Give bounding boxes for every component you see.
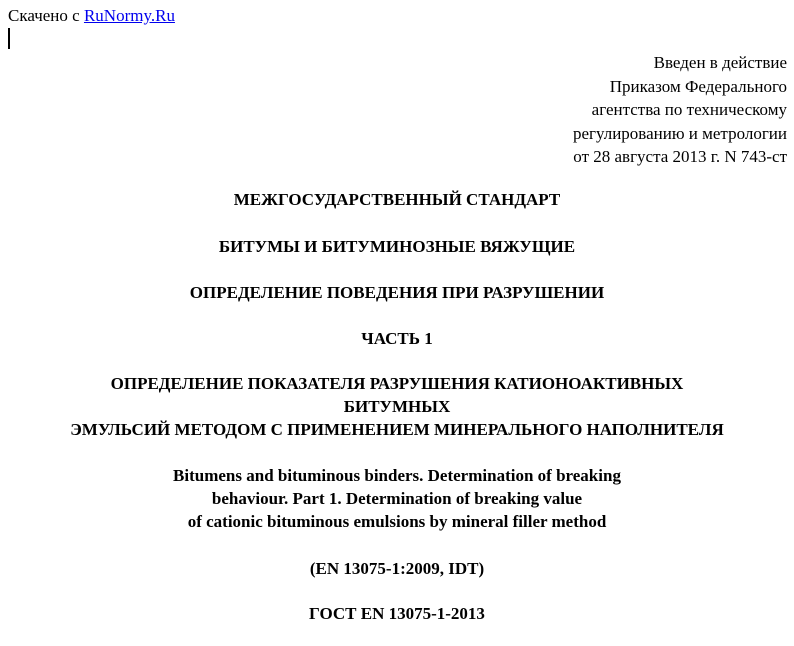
standard-designation: ГОСТ EN 13075-1-2013 bbox=[309, 604, 485, 623]
english-title-line: Bitumens and bituminous binders. Determination of breaking bbox=[173, 466, 621, 485]
source-link[interactable]: RuNormy.Ru bbox=[83, 6, 175, 25]
source-line bbox=[8, 6, 175, 26]
enactment-line: Введен в действие bbox=[653, 53, 787, 72]
subject-heading: БИТУМЫ И БИТУМИНОЗНЫЕ ВЯЖУЩИЕ bbox=[218, 237, 576, 256]
title-line: ОПРЕДЕЛЕНИЕ ПОКАЗАТЕЛЯ РАЗРУШЕНИЯ КАТИОНОАКТИВНЫХ bbox=[110, 374, 684, 393]
enactment-line: агентства по техническому bbox=[591, 100, 787, 119]
english-title bbox=[0, 464, 794, 533]
english-title-line: of cationic bituminous emulsions by mineral filler method bbox=[187, 512, 607, 531]
enactment-line: от 28 августа 2013 г. N 743-ст bbox=[573, 147, 787, 166]
enactment-line: Приказом Федерального bbox=[609, 76, 787, 96]
part-heading: ЧАСТЬ 1 bbox=[361, 329, 433, 348]
english-title-line: behaviour. Part 1. Determination of breaking value bbox=[211, 489, 583, 508]
interstate-standard-heading: МЕЖГОСУДАРСТВЕННЫЙ СТАНДАРТ bbox=[233, 190, 561, 209]
topic-heading: ОПРЕДЕЛЕНИЕ ПОВЕДЕНИЯ ПРИ РАЗРУШЕНИИ bbox=[189, 283, 605, 302]
title-line: БИТУМНЫХ bbox=[343, 397, 451, 416]
enactment-block bbox=[573, 51, 787, 169]
source-prefix: Скачено с bbox=[8, 6, 84, 25]
enactment-line: регулированию и метрологии bbox=[572, 123, 787, 143]
title-line: ЭМУЛЬСИЙ МЕТОДОМ С ПРИМЕНЕНИЕМ МИНЕРАЛЬНОГО НАПОЛНИТЕЛЯ bbox=[70, 420, 724, 439]
equivalence-note: (EN 13075-1:2009, IDT) bbox=[309, 559, 485, 578]
text-cursor bbox=[8, 28, 10, 49]
document-title bbox=[0, 372, 794, 441]
